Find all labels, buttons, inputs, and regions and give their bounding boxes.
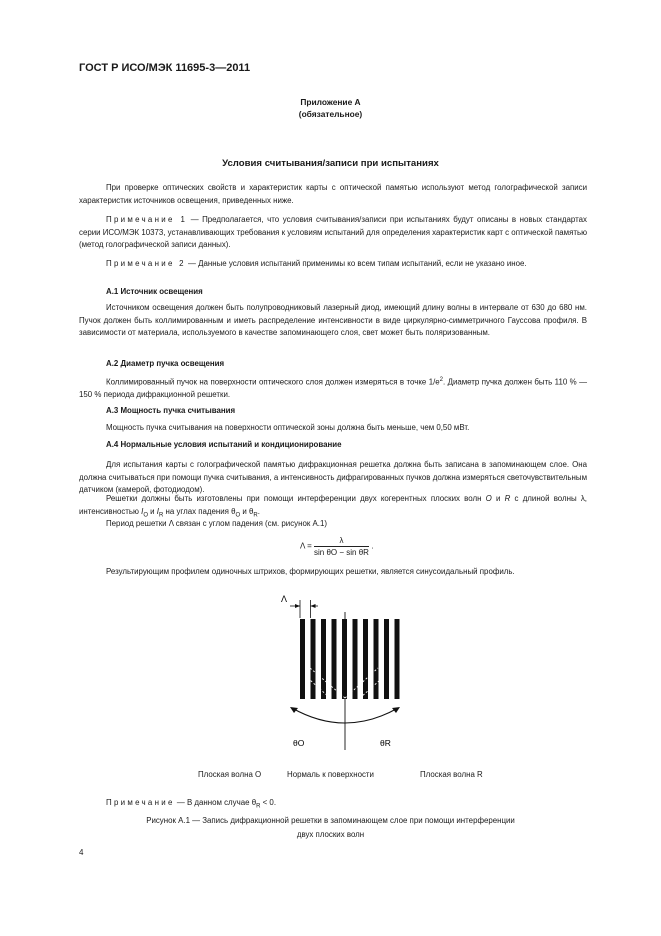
period-marker: [290, 600, 318, 618]
section-a4-p4: Результирующим профилем одиночных штрихов, формирующих решетки, является синусоидальный профиль.: [106, 567, 515, 576]
section-a4-p3: Период решетки Λ связан с углом падения (см. рисунок А.1): [106, 519, 327, 528]
note-2-label: Примечание 2: [106, 259, 186, 268]
figure-caption-line-1: Рисунок А.1 — Запись дифракционной решетки в запоминающем слое при помощи интерференции: [146, 816, 515, 825]
section-a1-text: Источником освещения должен быть полупроводниковый лазерный диод, имеющий длину волны в интервале от 630 до 680 нм. Пучок должен быть коллимированным и иметь распределение интенсивности в виде циркулярно-симметричного Гауссова профиля. В зависимости от материала, используемого в качестве запоминающего слоя, свет может быть поляризованным.: [79, 303, 587, 337]
note-2-text: — Данные условия испытаний применимы ко всем типам испытаний, если не указано иное.: [185, 259, 527, 268]
figure-note-label: Примечание: [106, 798, 175, 807]
section-a2-heading: А.2 Диаметр пучка освещения: [106, 359, 225, 368]
theta-r-label: θR: [380, 738, 391, 748]
annex-title: Приложение А: [300, 97, 361, 107]
figure-note: Примечание — В данном случае $\theta_R < 0$.: [106, 798, 277, 810]
formula-fraction: [314, 536, 369, 557]
section-a1-heading: А.1 Источник освещения: [106, 287, 203, 296]
section-title: Условия считывания/записи при испытаниях: [222, 158, 439, 169]
note-1-label: Примечание 1: [106, 215, 188, 224]
figure-caption-line-2: двух плоских волн: [296, 830, 365, 839]
section-a3-text: Мощность пучка считывания на поверхности оптической зоны должна быть меньше, чем 0,50 мВт.: [106, 423, 470, 432]
note-1: [79, 214, 587, 252]
document-header: ГОСТ Р ИСО/МЭК 11695-3—2011: [79, 62, 251, 74]
grating-bar: [363, 619, 368, 699]
grating-bar: [342, 619, 347, 699]
grating-formula: [300, 536, 373, 557]
grating-bar: [300, 619, 305, 699]
grating-bar: [321, 619, 326, 699]
theta-o-label: θO: [293, 738, 305, 748]
grating-bar: [395, 619, 400, 699]
note-1-text: — Предполагается, что условия считывания/записи при испытаниях будут описаны в новых стандартах серии ИСО/МЭК 10373, устанавливающих требования к условиям испытаний для определения характеристик карт с оптической памятью (метод голографической записи данных).: [79, 215, 587, 249]
intro-paragraph: При проверке оптических свойств и характеристик карты с оптической памятью используют метод голографической записи характеристик источников освещения, приведенных ниже.: [79, 183, 587, 205]
grating-figure: [260, 590, 430, 760]
section-a4-heading: А.4 Нормальные условия испытаний и кондиционирование: [106, 440, 342, 449]
section-a4-p1: Для испытания карты с голографической памятью дифракционная решетка должна быть записана в запоминающем слое. Она должна считываться при помощи пучка считывания, а интенсивность дифрагированных пучков должна измеряться светочувствительным датчиком (камерой, фотодиодом).: [79, 460, 587, 494]
annex-status: (обязательное): [298, 109, 363, 119]
formula-numerator: λ: [314, 536, 369, 547]
section-a3-heading: А.3 Мощность пучка считывания: [106, 406, 236, 415]
formula-denominator: sin θO − sin θR: [314, 548, 369, 557]
note-2: [79, 258, 587, 271]
label-plane-wave-o: Плоская волна O: [198, 770, 262, 779]
label-surface-normal: Нормаль к поверхности: [287, 770, 374, 779]
section-a4-p2: Решетки должны быть изготовлены при помощи интерференции двух когерентных плоских волн O и R с длиной волны λ, интенсивностью $I_O$ и $I_R$ на углах падения $\theta_O$ и $\theta_R$.: [79, 494, 587, 519]
grating-bar: [374, 619, 379, 699]
formula-end: .: [371, 541, 374, 551]
grating-bar: [311, 619, 316, 699]
page-number: 4: [79, 848, 84, 857]
section-a2-text: Коллимированный пучок на поверхности оптического слоя должен измеряться в точке $1/e^2$. Диаметр пучка должен быть 110 % — 150 % периода дифракционной решетки.: [79, 377, 587, 400]
grating-bars: [300, 619, 400, 699]
grating-bar: [384, 619, 389, 699]
formula-lhs: Λ =: [300, 541, 315, 551]
period-label: Λ: [281, 594, 288, 604]
label-plane-wave-r: Плоская волна R: [420, 770, 483, 779]
